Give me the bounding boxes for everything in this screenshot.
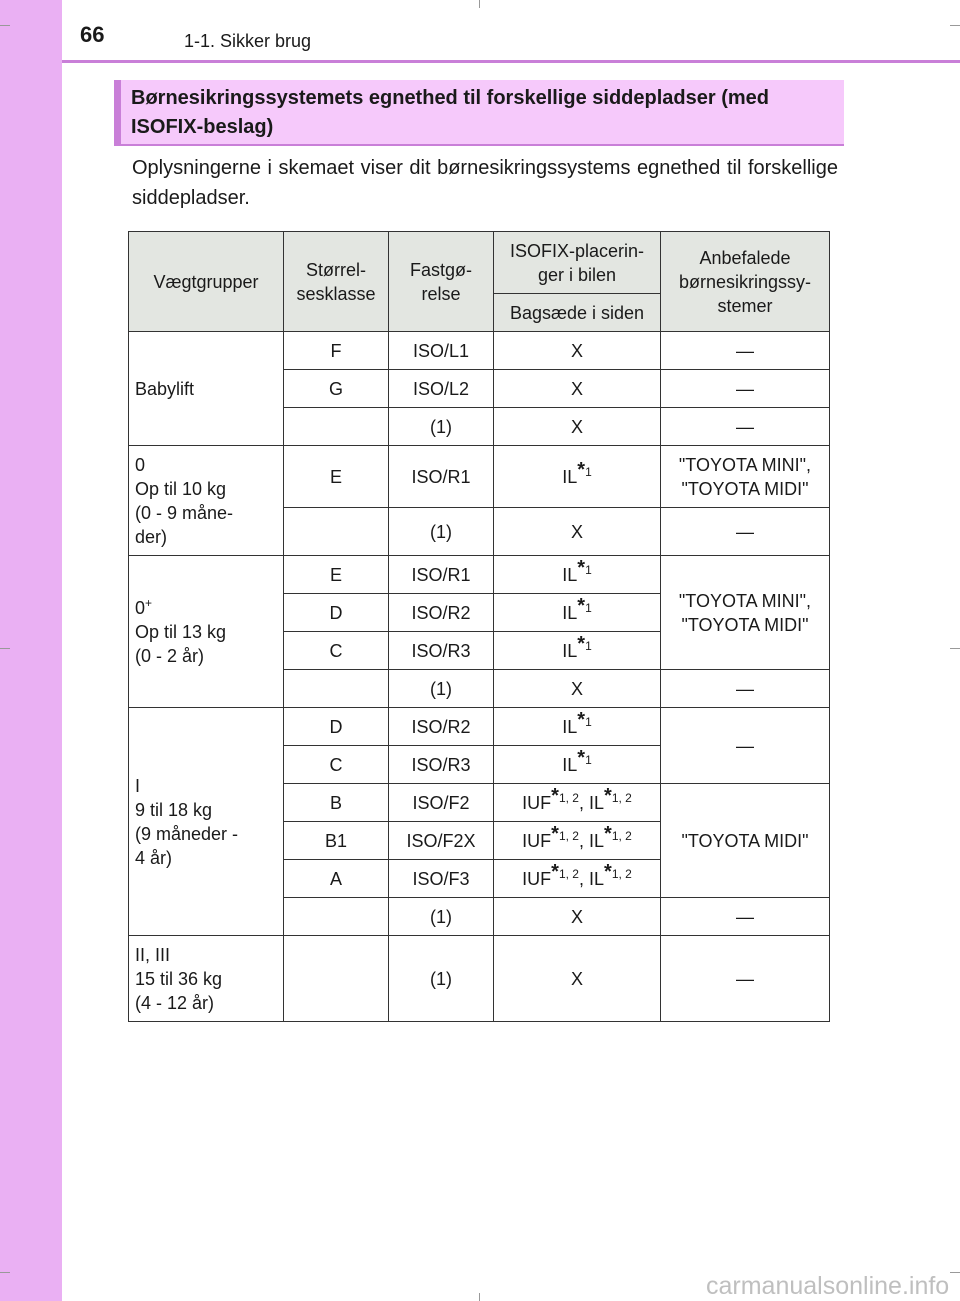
separator: , [578, 792, 589, 813]
footnote-ref: 1, 2 [558, 828, 579, 843]
header-size-class-line: sesklasse [296, 283, 376, 304]
footnote-ref: 1, 2 [558, 790, 579, 805]
footnote-star: * [604, 860, 612, 883]
crop-mark [0, 648, 10, 649]
table-row [129, 936, 830, 1022]
page-sidebar-tab [0, 0, 62, 1301]
il-text: IL [562, 602, 578, 623]
iuf-text: IUF [522, 830, 552, 851]
fixture-cell: ISO/L2 [389, 370, 494, 408]
fixture-cell: (1) [389, 670, 494, 708]
recommended-line: "TOYOTA MIDI" [681, 614, 809, 635]
group-line: Op til 13 kg [135, 621, 227, 642]
footnote-ref: 1 [585, 714, 592, 729]
recommended-cell: — [661, 936, 830, 1022]
fixture-cell: ISO/F2X [389, 822, 494, 860]
suitability-cell [494, 784, 661, 822]
group-line: (9 måneder - [135, 823, 239, 844]
size-class-cell: G [284, 370, 389, 408]
header-recommended-line: børnesikringssy- [678, 271, 812, 292]
il-text: IL [562, 640, 578, 661]
intro-paragraph: Oplysningerne i skemaet viser dit børnesikringssystems egnethed til forskellige siddepladser. [132, 157, 838, 209]
size-class-cell: A [284, 860, 389, 898]
group-line: 9 til 18 kg [135, 799, 213, 820]
fixture-cell: ISO/L1 [389, 332, 494, 370]
fixture-cell: ISO/F2 [389, 784, 494, 822]
suitability-table [128, 231, 830, 1022]
group-line [135, 596, 279, 620]
fixture-cell: ISO/R2 [389, 708, 494, 746]
size-class-cell [284, 936, 389, 1022]
group-line: I [135, 775, 141, 796]
table-row [129, 556, 830, 594]
size-class-cell: B [284, 784, 389, 822]
il-text: IL [562, 754, 578, 775]
header-rule [62, 60, 960, 63]
crop-mark [0, 1272, 10, 1273]
suitability-cell [494, 822, 661, 860]
size-class-cell [284, 898, 389, 936]
footnote-star: * [577, 746, 586, 769]
footnote-star: * [551, 860, 559, 883]
crop-mark [950, 1272, 960, 1273]
fixture-cell: (1) [389, 508, 494, 556]
header-isofix-line: ISOFIX-placerin- [509, 240, 645, 261]
suitability-cell [494, 708, 661, 746]
header-size-class-line: Størrel- [306, 259, 366, 280]
suitability-cell [494, 446, 661, 508]
header-fixture-line: Fastgø- [409, 259, 472, 280]
suitability-cell: X [494, 898, 661, 936]
fixture-cell: ISO/R3 [389, 746, 494, 784]
fixture-cell: (1) [389, 898, 494, 936]
header-recommended [661, 232, 830, 332]
header-fixture-line: relse [421, 283, 461, 304]
crop-mark [950, 25, 960, 26]
fixture-cell: (1) [389, 936, 494, 1022]
fixture-cell: ISO/R1 [389, 556, 494, 594]
suitability-cell [494, 632, 661, 670]
group-line-text: 0 [135, 597, 146, 618]
recommended-line: "TOYOTA MINI", [678, 590, 812, 611]
section-heading-box [114, 80, 844, 146]
recommended-cell: — [661, 898, 830, 936]
header-fixture [389, 232, 494, 332]
size-class-cell: E [284, 446, 389, 508]
footnote-ref: 1 [585, 600, 592, 615]
crop-mark [0, 25, 10, 26]
group-line: 15 til 36 kg [135, 968, 223, 989]
il-text: IL [562, 564, 578, 585]
table-row [129, 708, 830, 746]
group-line: (0 - 2 år) [135, 645, 205, 666]
group-line: (4 - 12 år) [135, 992, 215, 1013]
footnote-star: * [551, 784, 559, 807]
fixture-cell: ISO/R2 [389, 594, 494, 632]
suitability-cell: X [494, 508, 661, 556]
footnote-star: * [577, 556, 586, 579]
group-line: der) [135, 526, 168, 547]
separator: , [578, 830, 589, 851]
group-0-plus [129, 556, 284, 708]
size-class-cell: E [284, 556, 389, 594]
suitability-cell: X [494, 670, 661, 708]
size-class-cell [284, 408, 389, 446]
header-rear-side-seat: Bagsæde i siden [494, 294, 661, 332]
header-isofix-line: ger i bilen [537, 264, 617, 285]
header-recommended-line: Anbefalede [699, 247, 791, 268]
suitability-cell: X [494, 408, 661, 446]
suitability-cell: X [494, 936, 661, 1022]
il-text: IL [589, 868, 605, 889]
size-class-cell [284, 670, 389, 708]
header-recommended-line: stemer [717, 295, 773, 316]
il-text: IL [562, 466, 578, 487]
group-line: 0 [135, 454, 146, 475]
footnote-star: * [577, 458, 586, 481]
page-number: 66 [80, 22, 105, 47]
recommended-cell: — [661, 332, 830, 370]
suitability-cell: X [494, 370, 661, 408]
crop-mark [950, 648, 960, 649]
fixture-cell: ISO/R1 [389, 446, 494, 508]
group-line: II, III [135, 944, 171, 965]
table-row [129, 446, 830, 508]
section-title: 1-1. Sikker brug [184, 31, 312, 51]
recommended-cell: — [661, 370, 830, 408]
size-class-cell: B1 [284, 822, 389, 860]
footnote-ref: 1 [585, 638, 592, 653]
size-class-cell [284, 508, 389, 556]
footnote-ref: 1 [585, 562, 592, 577]
footnote-ref: 1, 2 [611, 828, 632, 843]
crop-mark [479, 0, 480, 8]
group-line: Op til 10 kg [135, 478, 227, 499]
group-0 [129, 446, 284, 556]
recommended-cell: "TOYOTA MIDI" [661, 784, 830, 898]
footnote-ref: 1, 2 [611, 866, 632, 881]
size-class-cell: C [284, 632, 389, 670]
footnote-ref: 1 [585, 464, 592, 479]
footnote-star: * [604, 822, 612, 845]
recommended-cell [661, 446, 830, 508]
fixture-cell: ISO/F3 [389, 860, 494, 898]
plus-sup: + [145, 595, 153, 610]
size-class-cell: C [284, 746, 389, 784]
suitability-cell [494, 594, 661, 632]
footnote-star: * [551, 822, 559, 845]
size-class-cell: D [284, 594, 389, 632]
il-text: IL [589, 830, 605, 851]
iuf-text: IUF [522, 868, 552, 889]
recommended-line: "TOYOTA MINI", [678, 454, 812, 475]
group-1 [129, 708, 284, 936]
fixture-cell: (1) [389, 408, 494, 446]
crop-mark [479, 1293, 480, 1301]
footnote-star: * [604, 784, 612, 807]
suitability-cell [494, 860, 661, 898]
footnote-ref: 1 [585, 752, 592, 767]
recommended-cell: — [661, 408, 830, 446]
recommended-cell: — [661, 508, 830, 556]
footer-watermark: carmanualsonline.info [706, 1272, 950, 1300]
footnote-star: * [577, 594, 586, 617]
group-babylift: Babylift [129, 332, 284, 446]
recommended-line: "TOYOTA MIDI" [681, 478, 809, 499]
fixture-cell: ISO/R3 [389, 632, 494, 670]
footnote-star: * [577, 632, 586, 655]
footnote-star: * [577, 708, 586, 731]
suitability-cell [494, 746, 661, 784]
group-line: 4 år) [135, 847, 173, 868]
recommended-cell: — [661, 708, 830, 784]
il-text: IL [589, 792, 605, 813]
header-isofix-positions [494, 232, 661, 294]
recommended-cell: — [661, 670, 830, 708]
size-class-cell: D [284, 708, 389, 746]
table-row [129, 332, 830, 370]
footnote-ref: 1, 2 [611, 790, 632, 805]
size-class-cell: F [284, 332, 389, 370]
heading-accent-bar [114, 80, 121, 144]
iuf-text: IUF [522, 792, 552, 813]
section-heading: Børnesikringssystemets egnethed til forskellige siddepladser (med ISOFIX-beslag) [131, 87, 769, 138]
recommended-cell [661, 556, 830, 670]
footnote-ref: 1, 2 [558, 866, 579, 881]
separator: , [578, 868, 589, 889]
header-weight-group: Vægtgrupper [129, 232, 284, 332]
suitability-cell: X [494, 332, 661, 370]
header-size-class [284, 232, 389, 332]
suitability-cell [494, 556, 661, 594]
group-2-3 [129, 936, 284, 1022]
il-text: IL [562, 716, 578, 737]
group-line: (0 - 9 måne- [135, 502, 234, 523]
